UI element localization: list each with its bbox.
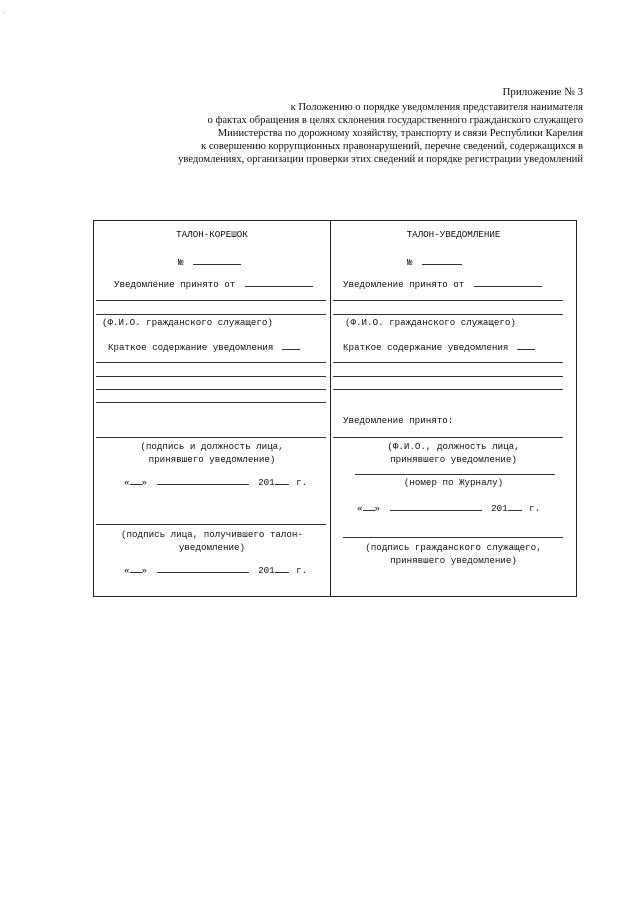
header-line-3: Министерства по дорожному хозяйству, транспорту и связи Республики Карелия (217, 128, 583, 139)
stub-day-field[interactable] (130, 484, 142, 485)
notice-summary-label: Краткое содержание уведомления (343, 342, 509, 353)
notice-received-row (343, 279, 542, 290)
stub-date2-quote-open: « (124, 565, 130, 576)
notice-journal-caption: (номер по Журналу) (403, 477, 504, 488)
stub-recipient-caption-1: (подпись лица, получившего талон- (121, 529, 303, 540)
header-line-1: к Положению о порядке уведомления представителя нанимателя (290, 102, 583, 113)
stub-fio-line-1[interactable] (96, 300, 326, 301)
stub-month-field[interactable] (157, 484, 249, 485)
stub-signature-caption (94, 440, 330, 466)
notice-fio-caption: (Ф.И.О. гражданского служащего) (345, 317, 516, 328)
stub-fio-caption: (Ф.И.О. гражданского служащего) (102, 317, 273, 328)
stub-year2-suffix: г. (296, 565, 308, 576)
stub-signature-caption-1: (подпись и должность лица, (140, 441, 284, 452)
notice-summary-field[interactable] (517, 349, 535, 350)
stub-summary-line-2[interactable] (96, 376, 326, 377)
stub-date-row-2 (124, 565, 307, 576)
stub-recipient-caption-2: уведомление) (178, 542, 246, 553)
stub-year-label: 201 (258, 477, 275, 488)
notice-date-quote-close: » (374, 503, 381, 514)
stub-summary-field[interactable] (282, 349, 300, 350)
notice-accepted-line[interactable] (333, 437, 563, 438)
stub-number-row (178, 257, 241, 268)
stub-year2-field[interactable] (275, 572, 289, 573)
stub-received-label: Уведомление принято от (114, 279, 236, 290)
stub-summary-line-4[interactable] (96, 402, 326, 403)
notice-employee-caption-1: (подпись гражданского служащего, (365, 542, 542, 553)
notice-summary-line-3[interactable] (333, 389, 563, 390)
notice-received-label: Уведомление принято от (343, 279, 465, 290)
notice-employee-line[interactable] (343, 537, 563, 538)
notice-fio-line-1[interactable] (333, 300, 563, 301)
notice-column (331, 221, 578, 596)
notice-summary-row (343, 342, 535, 353)
stub-date-quote-open: « (124, 477, 130, 488)
stub-title: ТАЛОН-КОРЕШОК (176, 229, 248, 240)
notice-month-field[interactable] (390, 510, 482, 511)
stub-recipient-caption (94, 528, 330, 554)
notice-date-quote-open: « (357, 503, 363, 514)
stub-year-suffix: г. (296, 477, 308, 488)
notice-year-suffix: г. (529, 503, 541, 514)
notice-summary-line-2[interactable] (333, 376, 563, 377)
stub-date-quote-close: » (141, 477, 148, 488)
notice-fio-line-2[interactable] (333, 314, 563, 315)
stub-summary-row (108, 342, 300, 353)
notice-accepted-caption-2: принявшего уведомление) (390, 454, 517, 465)
notice-summary-line-1[interactable] (333, 362, 563, 363)
stub-fio-line-2[interactable] (96, 314, 326, 315)
notice-employee-caption (331, 541, 576, 567)
appendix-header (23, 86, 583, 166)
stub-signature-line[interactable] (96, 437, 326, 438)
stub-received-field[interactable] (245, 286, 313, 287)
notice-journal-line[interactable] (355, 474, 555, 475)
stub-summary-line-3[interactable] (96, 389, 326, 390)
stub-number-label: № (178, 257, 184, 268)
notice-title: ТАЛОН-УВЕДОМЛЕНИЕ (406, 229, 501, 240)
stub-signature-caption-2: принявшего уведомление) (148, 454, 276, 465)
notice-year-field[interactable] (508, 510, 522, 511)
notice-number-field[interactable] (422, 264, 462, 265)
notice-received-field[interactable] (474, 286, 542, 287)
notice-number-row (407, 257, 462, 268)
notice-date-row (357, 503, 540, 514)
header-line-4: к совершению коррупционных правонарушений, перечне сведений, содержащихся в (201, 141, 583, 152)
stub-month2-field[interactable] (157, 572, 249, 573)
stub-date2-quote-close: » (141, 565, 148, 576)
stub-recipient-line[interactable] (96, 524, 326, 525)
scan-artifact-marks: - (3, 9, 6, 16)
stub-summary-line-1[interactable] (96, 362, 326, 363)
notice-accepted-caption (331, 440, 576, 466)
appendix-title: Приложение № 3 (502, 86, 583, 98)
stub-year-field[interactable] (275, 484, 289, 485)
notification-form (93, 220, 577, 597)
notice-number-label: № (407, 257, 413, 268)
notice-accepted-caption-1: (Ф.И.О., должность лица, (387, 441, 520, 452)
notice-year-label: 201 (491, 503, 508, 514)
stub-number-field[interactable] (193, 264, 241, 265)
notice-employee-caption-2: принявшего уведомление) (390, 555, 517, 566)
notice-accepted-label: Уведомление принято: (343, 415, 454, 426)
stub-year2-label: 201 (258, 565, 275, 576)
stub-summary-label: Краткое содержание уведомления (108, 342, 274, 353)
header-line-5: уведомлениях, организации проверки этих сведений и порядке регистрации уведомлений (178, 154, 583, 165)
notice-day-field[interactable] (363, 510, 375, 511)
header-line-2: о фактах обращения в целях склонения государственного гражданского служащего (207, 115, 583, 126)
stub-day2-field[interactable] (130, 572, 142, 573)
stub-date-row-1 (124, 477, 307, 488)
stub-received-row (114, 279, 313, 290)
